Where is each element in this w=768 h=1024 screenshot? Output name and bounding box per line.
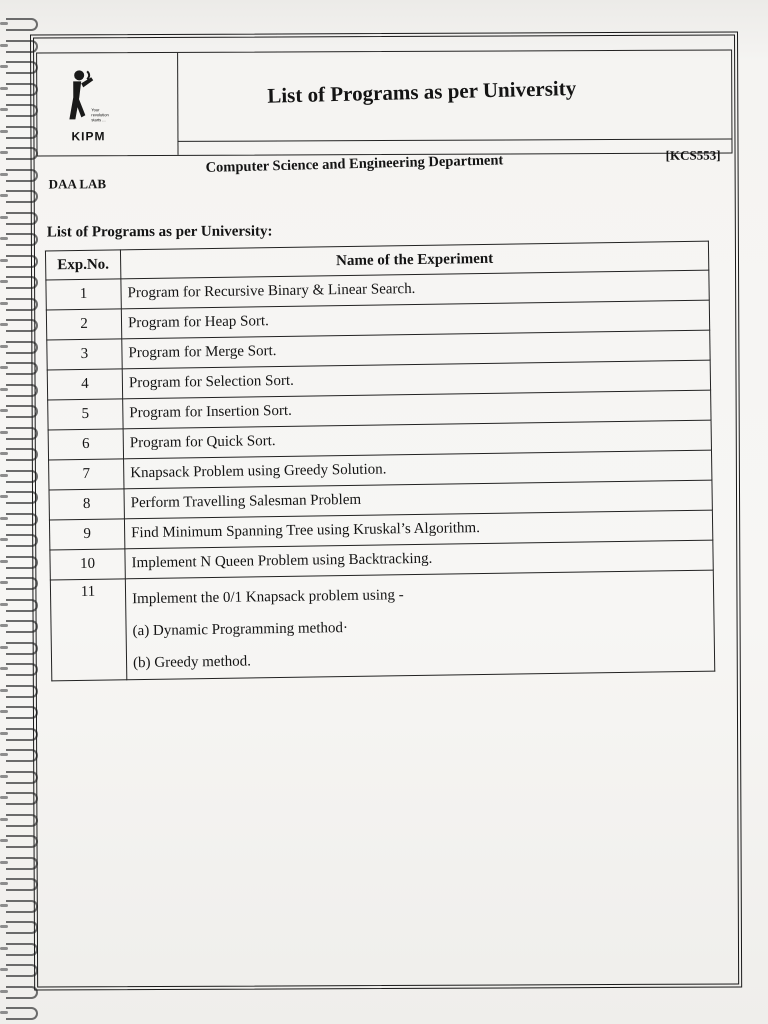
svg-text:starts ...: starts ... xyxy=(91,117,106,123)
experiment-name: Program for Heap Sort. xyxy=(121,300,709,339)
experiment-name: Program for Insertion Sort. xyxy=(123,390,711,429)
column-header-name: Name of the Experiment xyxy=(120,241,708,279)
experiment-name-main: Implement the 0/1 Knapsack problem using - xyxy=(132,587,404,608)
exp-number: 2 xyxy=(46,309,121,340)
exp-number: 8 xyxy=(49,489,124,520)
exp-number: 4 xyxy=(47,369,122,400)
experiment-name: Program for Quick Sort. xyxy=(123,420,711,459)
experiment-name: Program for Merge Sort. xyxy=(122,330,710,369)
experiment-name xyxy=(125,570,714,680)
exp-number: 7 xyxy=(49,459,124,490)
exp-number: 10 xyxy=(50,549,125,580)
page-frame xyxy=(30,31,742,990)
header-box xyxy=(36,49,732,176)
exp-number: 1 xyxy=(46,279,121,310)
kipm-logo-icon xyxy=(65,67,125,127)
exp-number: 9 xyxy=(49,519,124,550)
experiment-sub-item: (b) Greedy method. xyxy=(132,653,252,672)
course-code: [KCS553] xyxy=(665,147,721,163)
svg-text:Your: Your xyxy=(91,107,100,113)
exp-number: 6 xyxy=(48,429,123,460)
experiment-name: Perform Travelling Salesman Problem xyxy=(124,480,712,519)
experiment-name: Program for Selection Sort. xyxy=(122,360,710,399)
lab-name: DAA LAB xyxy=(48,176,107,192)
header-divider xyxy=(177,138,731,141)
experiment-sub-item: (a) Dynamic Programming method· xyxy=(132,620,349,640)
experiment-name: Knapsack Problem using Greedy Solution. xyxy=(124,450,712,489)
page-title: List of Programs as per University xyxy=(266,75,577,108)
exp-number: 11 xyxy=(50,579,126,681)
experiment-name: Implement N Queen Problem using Backtracking. xyxy=(125,540,713,579)
column-header-exp-no: Exp.No. xyxy=(45,250,120,280)
list-heading: List of Programs as per University: xyxy=(46,223,273,241)
programs-table xyxy=(45,241,715,682)
binding-coil xyxy=(6,1007,38,1020)
binding-coil xyxy=(6,18,38,31)
table-row xyxy=(50,570,714,681)
logo-text: KIPM xyxy=(71,129,106,144)
experiment-name: Find Minimum Spanning Tree using Kruskal’s Algorithm. xyxy=(124,510,712,549)
exp-number: 3 xyxy=(47,339,122,370)
experiment-name: Program for Recursive Binary & Linear Search. xyxy=(121,270,709,309)
logo-cell xyxy=(37,53,178,156)
department-name: Computer Science and Engineering Department xyxy=(205,152,504,176)
exp-number: 5 xyxy=(48,399,123,430)
svg-text:revolution: revolution xyxy=(91,112,109,118)
